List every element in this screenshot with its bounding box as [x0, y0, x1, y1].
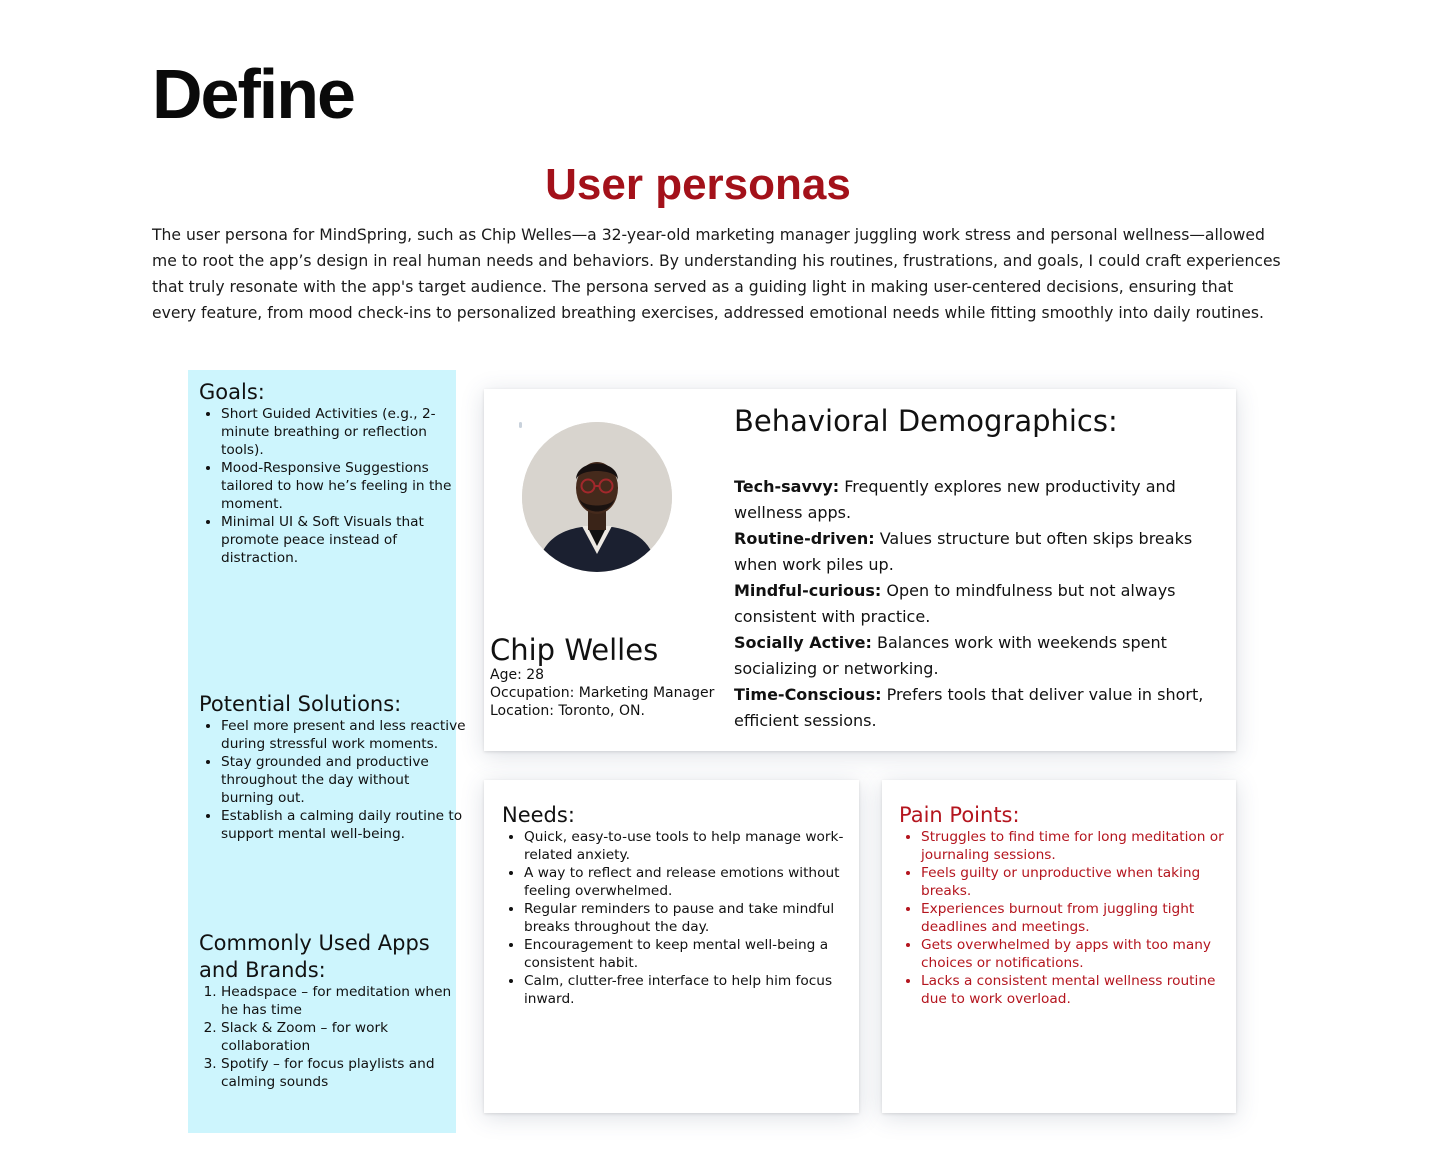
persona-age: Age: 28	[490, 667, 545, 683]
goals-title: Goals:	[199, 380, 265, 404]
pain-point-item: • Lacks a consistent mental wellness routine due to work overload.	[921, 972, 1243, 1008]
behavior-text: Frequently explores new productivity and wellness apps.	[734, 477, 1176, 522]
decor-dot	[519, 422, 522, 428]
persona-details	[490, 666, 714, 720]
behavior-item	[734, 474, 1234, 526]
pain-points-card	[882, 780, 1236, 1113]
portrait-illustration	[522, 422, 672, 572]
solutions-title: Potential Solutions:	[199, 692, 402, 716]
pain-points-title: Pain Points:	[899, 803, 1020, 827]
needs-card	[484, 780, 859, 1113]
need-item: • Calm, clutter-free interface to help him focus inward.	[524, 972, 864, 1008]
app-item: 3. Spotify – for focus playlists and calming sounds	[221, 1055, 466, 1091]
need-item: • Quick, easy-to-use tools to help manage work-related anxiety.	[524, 828, 864, 864]
persona-occupation: Occupation: Marketing Manager	[490, 685, 715, 701]
need-item: • Encouragement to keep mental well-being a consistent habit.	[524, 936, 864, 972]
solution-item: • Stay grounded and productive throughout the day without burning out.	[221, 753, 466, 807]
pain-point-item: • Experiences burnout from juggling tight deadlines and meetings.	[921, 900, 1243, 936]
behavioral-title: Behavioral Demographics:	[734, 404, 1118, 438]
section-heading: User personas	[545, 160, 851, 209]
goal-item: • Mood-Responsive Suggestions tailored to how he’s feeling in the moment.	[221, 459, 466, 513]
goals-list	[199, 405, 466, 567]
pain-points-list	[899, 828, 1243, 1008]
apps-list	[199, 983, 466, 1091]
behavior-text: Prefers tools that deliver value in short, efficient sessions.	[734, 685, 1204, 730]
persona-sidebar	[188, 370, 466, 1133]
persona-location: Location: Toronto, ON.	[490, 703, 645, 719]
behavior-label: Routine-driven:	[734, 529, 875, 548]
apps-title: Commonly Used Apps and Brands:	[199, 931, 430, 982]
behavior-item	[734, 526, 1234, 578]
behavior-label: Socially Active:	[734, 633, 872, 652]
solution-item: • Feel more present and less reactive during stressful work moments.	[221, 717, 466, 753]
behavior-list	[734, 474, 1234, 734]
app-item: 2. Slack & Zoom – for work collaboration	[221, 1019, 466, 1055]
behavior-text: Values structure but often skips breaks when work piles up.	[734, 529, 1193, 574]
behavior-item	[734, 578, 1234, 630]
behavior-item	[734, 630, 1234, 682]
behavior-text: Balances work with weekends spent socializing or networking.	[734, 633, 1167, 678]
needs-list	[502, 828, 864, 1008]
solutions-list	[199, 717, 466, 843]
intro-paragraph: The user persona for MindSpring, such as Chip Welles—a 32-year-old marketing manager juggling work stress and personal wellness—allowed me to root the app’s design in real human needs and behaviors. By understanding his routines, frustrations, and goals, I could craft experiences that truly resonate with the app's target audience. The persona served as a guiding light in making user-centered decisions, ensuring that every feature, from mood check-ins to personalized breathing exercises, addressed emotional needs while fitting smoothly into daily routines.	[152, 226, 1281, 322]
goal-item: • Minimal UI & Soft Visuals that promote peace instead of distraction.	[221, 513, 466, 567]
page-title: Define	[152, 55, 354, 133]
pain-point-item: • Feels guilty or unproductive when taking breaks.	[921, 864, 1243, 900]
persona-name: Chip Welles	[490, 633, 659, 667]
behavior-item	[734, 682, 1234, 734]
behavior-label: Time-Conscious:	[734, 685, 882, 704]
behavior-text: Open to mindfulness but not always consistent with practice.	[734, 581, 1176, 626]
pain-point-item: • Gets overwhelmed by apps with too many choices or notifications.	[921, 936, 1243, 972]
solution-item: • Establish a calming daily routine to support mental well-being.	[221, 807, 466, 843]
behavior-label: Mindful-curious:	[734, 581, 882, 600]
need-item: • A way to reflect and release emotions without feeling overwhelmed.	[524, 864, 864, 900]
avatar	[522, 422, 672, 572]
behavior-label: Tech-savvy:	[734, 477, 840, 496]
need-item: • Regular reminders to pause and take mindful breaks throughout the day.	[524, 900, 864, 936]
pain-point-item: • Struggles to find time for long meditation or journaling sessions.	[921, 828, 1243, 864]
goal-item: • Short Guided Activities (e.g., 2-minute breathing or reflection tools).	[221, 405, 466, 459]
profile-card	[484, 389, 1236, 751]
app-item: 1. Headspace – for meditation when he has time	[221, 983, 466, 1019]
needs-title: Needs:	[502, 803, 575, 827]
